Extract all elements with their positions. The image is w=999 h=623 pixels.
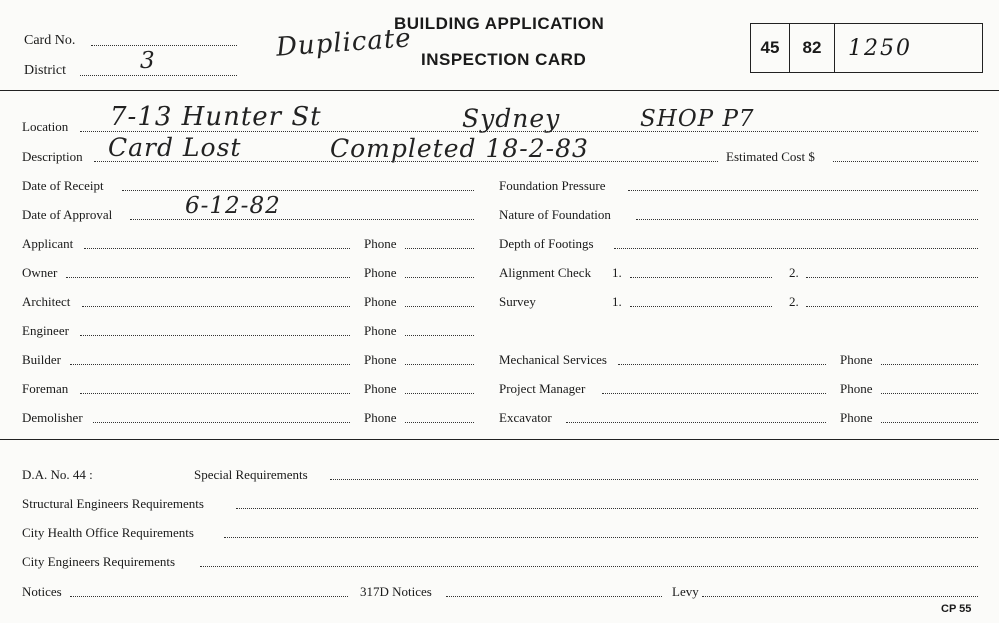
project-manager-phone-label: Phone [840, 381, 873, 396]
special-requirements-label: Special Requirements [194, 467, 308, 482]
architect-label: Architect [22, 294, 71, 309]
owner-line [66, 277, 350, 278]
number-cell-3: 1250 [848, 35, 912, 61]
architect-phone-label: Phone [364, 294, 397, 309]
depth-footings-line [614, 248, 978, 249]
district-line [80, 75, 237, 76]
foreman-label: Foreman [22, 381, 69, 396]
engineer-line [80, 335, 350, 336]
date-receipt-label: Date of Receipt [22, 178, 104, 193]
alignment-two-label: 2. [789, 265, 799, 280]
survey-one-label: 1. [612, 294, 622, 309]
demolisher-label: Demolisher [22, 410, 83, 425]
number-cell-2: 82 [802, 38, 822, 57]
alignment-check-label: Alignment Check [499, 265, 592, 280]
depth-footings-label: Depth of Footings [499, 236, 594, 251]
applicant-phone-line [405, 248, 474, 249]
levy-line [702, 596, 978, 597]
applicant-line [84, 248, 350, 249]
owner-phone-label: Phone [364, 265, 397, 280]
date-approval-value: 6-12-82 [185, 193, 281, 219]
city-engineers-requirements-label: City Engineers Requirements [22, 554, 176, 569]
date-approval-line [130, 219, 474, 220]
applicant-phone-label: Phone [364, 236, 397, 251]
location-city: Sydney [462, 104, 561, 133]
location-label: Location [22, 119, 69, 134]
project-manager-label: Project Manager [499, 381, 586, 396]
mechanical-phone-label: Phone [840, 352, 873, 367]
section-divider [0, 439, 999, 440]
demolisher-line [93, 422, 350, 423]
engineer-phone-line [405, 335, 474, 336]
mechanical-phone-line [881, 364, 978, 365]
project-manager-line [602, 393, 826, 394]
form-code: CP 55 [941, 603, 972, 615]
excavator-line [566, 422, 826, 423]
notices-line [70, 596, 348, 597]
builder-phone-line [405, 364, 474, 365]
date-approval-label: Date of Approval [22, 207, 113, 222]
alignment-one-line [630, 277, 772, 278]
foundation-pressure-line [628, 190, 978, 191]
foreman-phone-line [405, 393, 474, 394]
architect-line [82, 306, 350, 307]
nature-foundation-line [636, 219, 978, 220]
foreman-line [80, 393, 350, 394]
survey-two-label: 2. [789, 294, 799, 309]
health-requirements-label: City Health Office Requirements [22, 525, 194, 540]
location-value: 7-13 Hunter St [110, 102, 322, 132]
description-label: Description [22, 149, 83, 164]
form-title-line2: INSPECTION CARD [421, 50, 587, 69]
alignment-two-line [806, 277, 978, 278]
header-divider [0, 90, 999, 91]
notices-317d-line [446, 596, 662, 597]
survey-two-line [806, 306, 978, 307]
special-requirements-line [330, 479, 978, 480]
city-engineers-requirements-line [200, 566, 978, 567]
form-title-line1: BUILDING APPLICATION [394, 14, 605, 33]
card-no-label: Card No. [24, 33, 76, 48]
estimated-cost-label: Estimated Cost $ [726, 149, 815, 164]
alignment-one-label: 1. [612, 265, 622, 280]
engineer-phone-label: Phone [364, 323, 397, 338]
notices-label: Notices [22, 584, 62, 599]
notices-317d-label: 317D Notices [360, 584, 432, 599]
structural-requirements-line [236, 508, 978, 509]
builder-line [70, 364, 350, 365]
owner-phone-line [405, 277, 474, 278]
levy-label: Levy [672, 584, 699, 599]
health-requirements-line [224, 537, 978, 538]
mechanical-services-label: Mechanical Services [499, 352, 607, 367]
demolisher-phone-label: Phone [364, 410, 397, 425]
nature-foundation-label: Nature of Foundation [499, 207, 611, 222]
foreman-phone-label: Phone [364, 381, 397, 396]
da-number-label: D.A. No. 44 : [22, 467, 93, 482]
description-value: Card Lost [108, 133, 242, 162]
project-manager-phone-line [881, 393, 978, 394]
duplicate-note: Duplicate [275, 23, 413, 63]
builder-label: Builder [22, 352, 61, 367]
description-completed: Completed 18-2-83 [330, 134, 589, 163]
estimated-cost-line [833, 161, 978, 162]
number-cell-1: 45 [760, 38, 780, 57]
district-label: District [24, 63, 66, 78]
mechanical-services-line [618, 364, 826, 365]
date-receipt-line [122, 190, 474, 191]
location-shop: SHOP P7 [640, 106, 755, 132]
foundation-pressure-label: Foundation Pressure [499, 178, 606, 193]
structural-requirements-label: Structural Engineers Requirements [22, 496, 204, 511]
demolisher-phone-line [405, 422, 474, 423]
survey-one-line [630, 306, 772, 307]
owner-label: Owner [22, 265, 58, 280]
district-value: 3 [140, 48, 156, 74]
excavator-label: Excavator [499, 410, 552, 425]
excavator-phone-label: Phone [840, 410, 873, 425]
card-no-line [91, 45, 237, 46]
applicant-label: Applicant [22, 236, 74, 251]
engineer-label: Engineer [22, 323, 69, 338]
excavator-phone-line [881, 422, 978, 423]
application-number-box [750, 23, 983, 73]
architect-phone-line [405, 306, 474, 307]
survey-label: Survey [499, 294, 536, 309]
builder-phone-label: Phone [364, 352, 397, 367]
